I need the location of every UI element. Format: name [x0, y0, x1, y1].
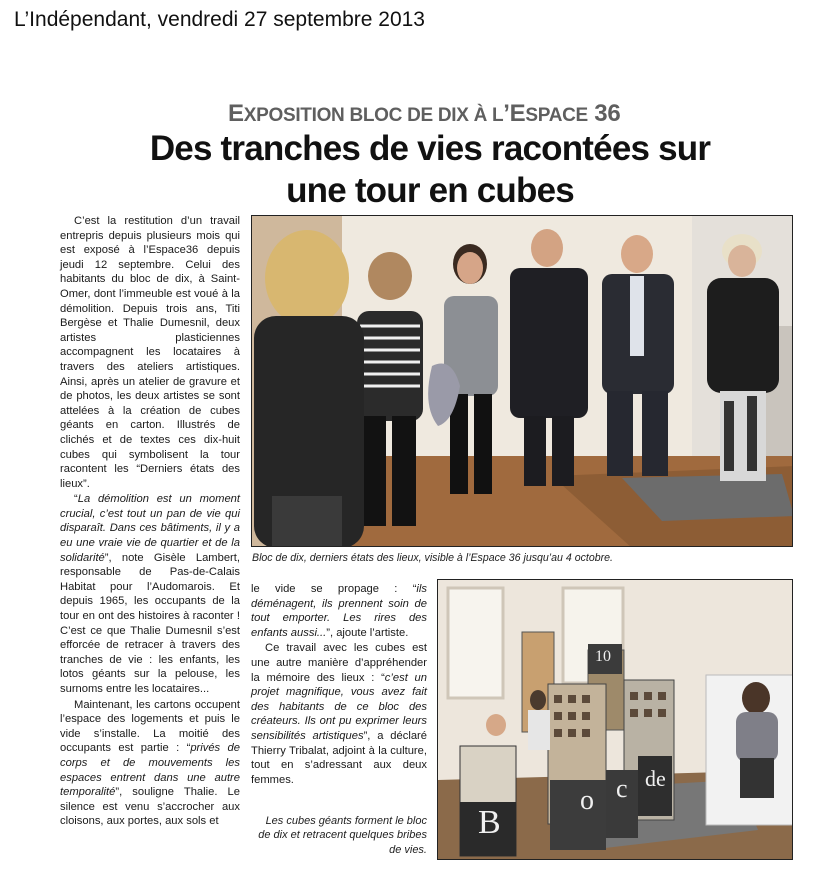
paragraph: le vide se propage : “ils déménagent, ils prennent soin de tout emporter. Les rires des enfants aussi...”, ajoute l’artiste. — [251, 583, 427, 639]
cube-letter-c: c — [616, 774, 628, 803]
article-headline: Des tranches de vies racontées sur une tour en cubes — [149, 129, 711, 210]
cube-number-10: 10 — [595, 648, 611, 665]
exhibition-group-photo — [251, 215, 793, 547]
cube-letter-b: B — [478, 804, 501, 841]
article-kicker: EXPOSITION BLOC DE DIX À L’ESPACE 36 — [228, 100, 621, 127]
giant-cubes-photo — [437, 579, 793, 860]
photo-caption-cubes: Les cubes géants forment le bloc de dix et retracent quelques bribes de vies. — [258, 815, 427, 856]
paragraph: Ce travail avec les cubes est une autre manière d’appréhender la mémoire des lieux : “c’est un projet magnifique, vous avez fait des habitants de ce bloc des créateurs. Ils ont pu exprimer leurs sensibilités artistiques”, a déclaré Thierry Tribalat, adjoint à la culture, tout en s’adressant aux deux femmes. — [251, 642, 427, 786]
photo-caption-group: Bloc de dix, derniers états des lieux, visible à l’Espace 36 jusqu’au 4 octobre. — [252, 552, 613, 564]
paragraph: Maintenant, les cartons occupent l’espace des logements et puis le vide s’installe. La moitié des occupants est partie : “privés de corps et de mouvements les espaces entrent dans une autre temporalité”, souligne Thalie. Le silence est venu s’accrocher aux cloisons, aux portes, aux sols et — [60, 698, 240, 828]
cube-letter-o: o — [580, 785, 594, 816]
paragraph: C’est la restitution d’un travail entrepris depuis plusieurs mois qui est exposé à l’Espace36 depuis jeudi 12 septembre. Celui des habitants du bloc de dix, à Saint-Omer, dont l’immeuble est voué à la démolition. Depuis trois ans, Titi Bergèse et Thalie Dumesnil, deux artistes plasticiennes accompagnent les locataires à travers des ateliers artistiques. Ainsi, après un atelier de gravure et de photos, les deux artistes se sont attelées à la création de cubes géants en carton. Illustrés de clichés et de textes ces dix-huit cubes qui symbolisent la tour racontent les “Derniers états des lieux”. — [60, 215, 240, 490]
article-column-2 — [251, 582, 427, 788]
cube-letter-de: de — [645, 766, 666, 791]
newspaper-masthead: L’Indépendant, vendredi 27 septembre 2013 — [14, 8, 425, 31]
article-column-1 — [60, 214, 240, 830]
paragraph: “La démolition est un moment crucial, c’est tout un pan de vie qui disparaît. Dans ces bâtiments, il y a eu une vraie vie de quartier et de la solidarité”, note Gisèle Lambert, responsable de Pas-de-Calais Habitat pour l’Audomarois. Et depuis 1965, les occupants de la tour en ont des histoires à raconter ! C’est ce que Thalie Dumesnil s’est efforcée de retracer à travers des tranches de vie : les enfants, les lotos géants sur la pelouse, les surnoms entre les locataires... — [60, 493, 240, 695]
